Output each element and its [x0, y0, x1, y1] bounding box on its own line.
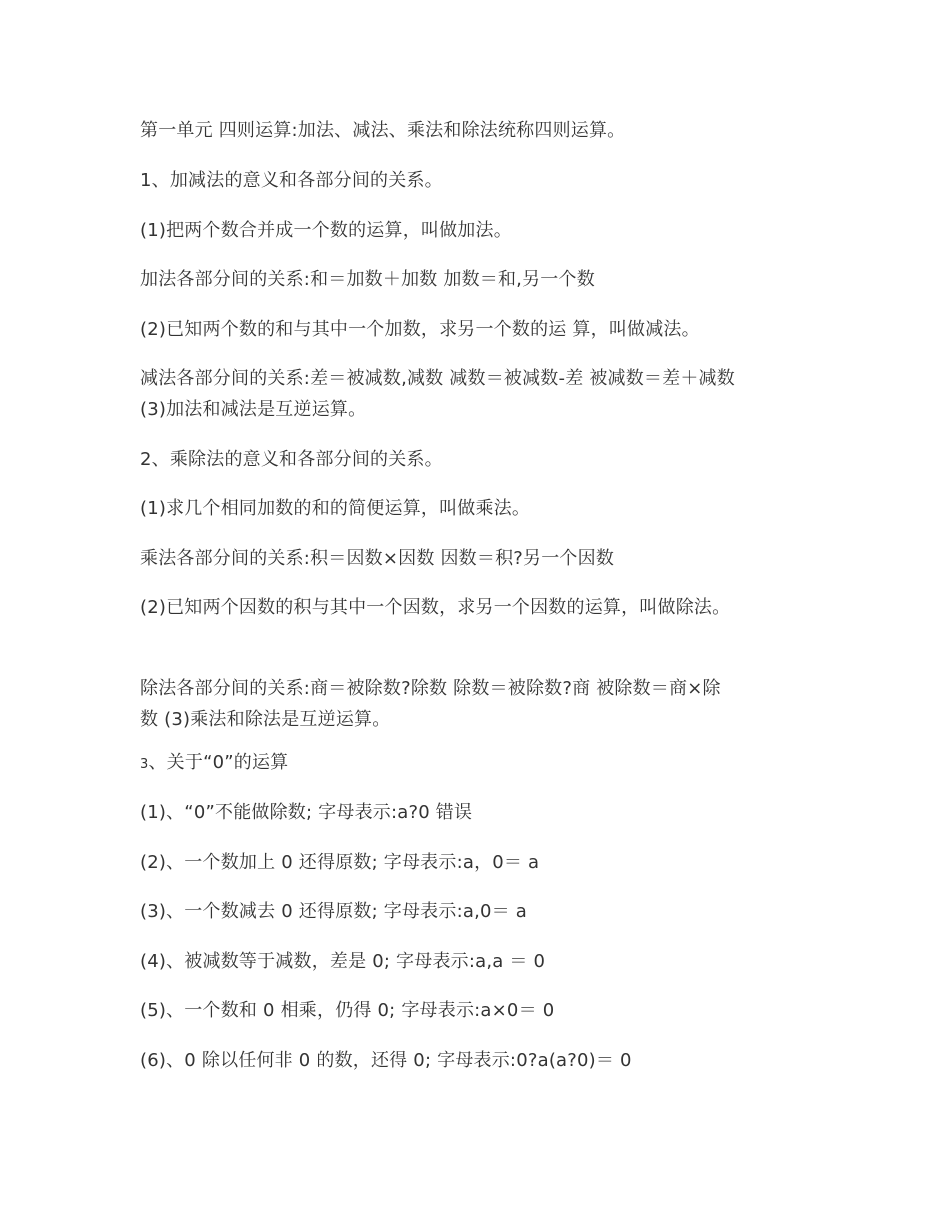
- section-3-heading: [140, 751, 288, 777]
- zero-rule-6: (6)、0 除以任何非 0 的数，还得 0; 字母表示:0?a(a?0)＝ 0: [140, 1050, 632, 1071]
- section-3-title: 、关于“0”的运算: [148, 752, 289, 773]
- addition-relations: 加法各部分间的关系:和＝加数＋加数 加数＝和,另一个数: [140, 269, 595, 290]
- division-definition: (2)已知两个因数的积与其中一个因数，求另一个因数的运算，叫做除法。: [140, 597, 731, 618]
- zero-rule-3: (3)、一个数减去 0 还得原数; 字母表示:a,0＝ a: [140, 901, 527, 922]
- subtraction-definition: (2)已知两个数的和与其中一个加数，求另一个数的运 算，叫做减法。: [140, 319, 700, 340]
- multiplication-relations: 乘法各部分间的关系:积＝因数×因数 因数＝积?另一个因数: [140, 548, 615, 569]
- division-relations: 除法各部分间的关系:商＝被除数?除数 除数＝被除数?商 被除数＝商×除: [140, 678, 721, 699]
- subtraction-relations: 减法各部分间的关系:差＝被减数,减数 减数＝被减数-差 被减数＝差＋减数: [140, 368, 735, 389]
- section-1-heading: 1、加减法的意义和各部分间的关系。: [140, 170, 443, 191]
- zero-rule-5: (5)、一个数和 0 相乘，仍得 0; 字母表示:a×0＝ 0: [140, 1000, 555, 1021]
- multiplication-definition: (1)求几个相同加数的和的简便运算，叫做乘法。: [140, 498, 531, 519]
- division-relations-continued: 数 (3)乘法和除法是互逆运算。: [140, 709, 391, 730]
- section-2-heading: 2、乘除法的意义和各部分间的关系。: [140, 449, 443, 470]
- addition-subtraction-inverse: (3)加法和减法是互逆运算。: [140, 399, 367, 420]
- section-3-number: 3: [140, 757, 149, 772]
- unit-title: 第一单元 四则运算:加法、减法、乘法和除法统称四则运算。: [140, 120, 626, 141]
- zero-rule-1: (1)、“0”不能做除数; 字母表示:a?0 错误: [140, 802, 473, 823]
- zero-rule-2: (2)、一个数加上 0 还得原数; 字母表示:a，0＝ a: [140, 852, 540, 873]
- zero-rule-4: (4)、被减数等于减数，差是 0; 字母表示:a,a ＝ 0: [140, 951, 546, 972]
- addition-definition: (1)把两个数合并成一个数的运算，叫做加法。: [140, 220, 512, 241]
